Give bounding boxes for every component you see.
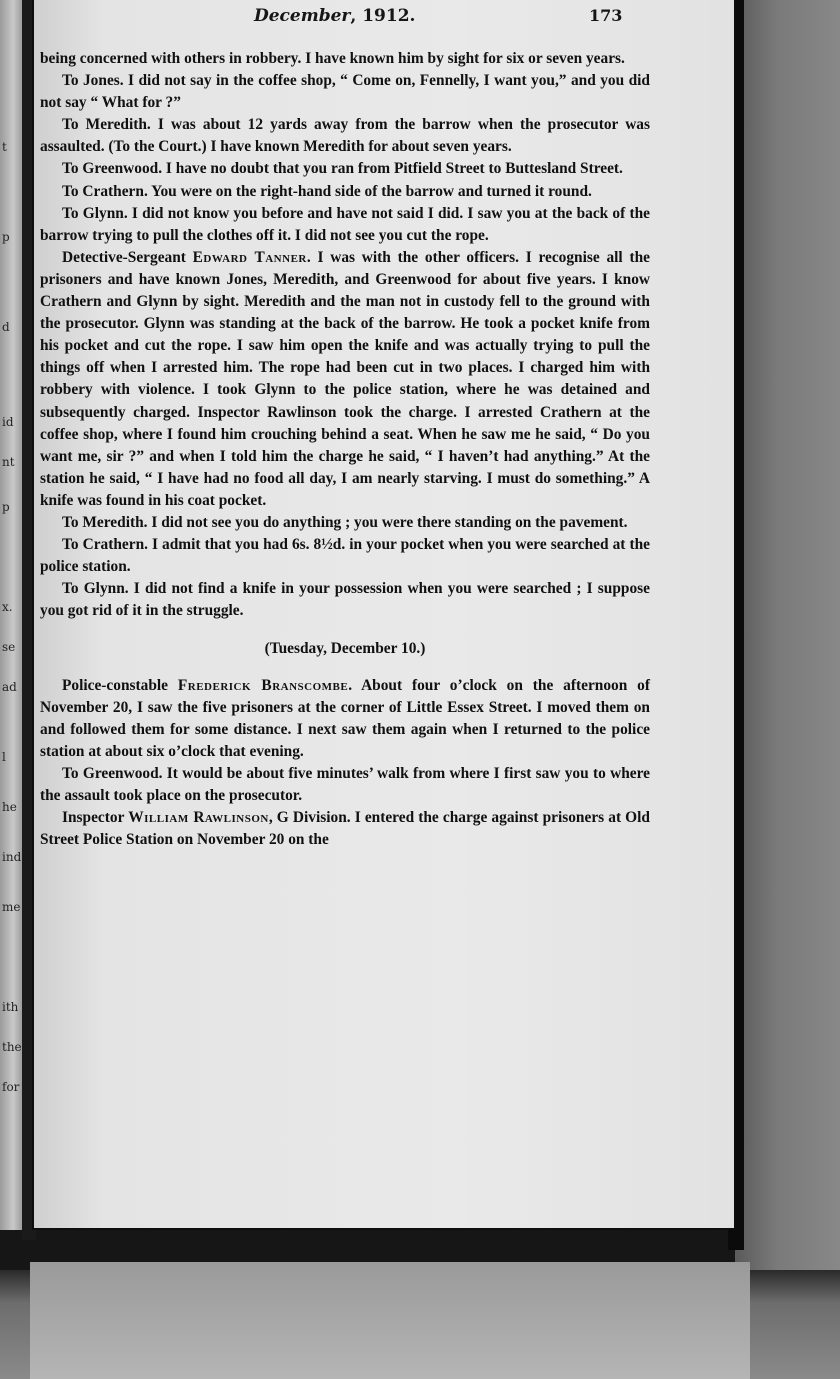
margin-fragment: me — [2, 900, 21, 914]
margin-fragment: p — [2, 230, 10, 244]
paragraph — [40, 534, 650, 578]
paragraph — [40, 158, 650, 180]
paragraph-text: To Jones. I did not say in the coffee shop, “ Come on, Fennelly, I want you,” and you did not say “ What for ?” — [40, 72, 650, 112]
paragraph-text: To Glynn. I did not find a knife in your possession when you were searched ; I suppose you got rid of it in the struggle. — [40, 580, 650, 620]
margin-fragment: d — [2, 320, 10, 334]
paragraph — [40, 675, 650, 763]
paragraph-text: being concerned with others in robbery. I have known him by sight for six or seven years. — [40, 50, 625, 67]
page-number: 173 — [589, 6, 623, 25]
paragraph-text: To Crathern. I admit that you had 6s. 8½d. in your pocket when you were searched at the police station. — [40, 536, 650, 576]
margin-fragment: ith — [2, 1000, 19, 1014]
margin-fragment: for — [2, 1080, 20, 1094]
paragraph — [40, 48, 650, 70]
witness-name: Frederick Branscombe — [177, 676, 349, 694]
paragraph-text: To Glynn. I did not know you before and have not said I did. I saw you at the back of the barrow trying to pull the clothes off it. I did not see you cut the rope. — [40, 204, 650, 244]
paragraph-text: Detective-Sergeant — [62, 248, 193, 266]
witness-name: William Rawlinson — [128, 809, 269, 827]
paragraph-text: To Greenwood. It would be about five minutes’ walk from where I first saw you to where the assault took place on the prosecutor. — [40, 764, 650, 804]
margin-fragment: the — [2, 1040, 22, 1054]
paragraph — [40, 763, 650, 807]
running-head — [254, 6, 415, 26]
margin-fragment: nt — [2, 455, 15, 469]
paragraph — [40, 203, 650, 247]
paragraph-text: To Meredith. I was about 12 yards away from the barrow when the prosecutor was assaulted. (To the Court.) I have known Meredith for about seven years. — [40, 116, 650, 156]
witness-name: Edward Tanner — [192, 248, 307, 266]
margin-fragment: he — [2, 800, 17, 814]
paragraph-text: . About four o’clock on the afternoon of November 20, I saw the five prisoners at the corner of Little Essex Street. I moved them on and followed them for some distance. I next saw them again when I returned to the police station at about six o’clock that evening. — [40, 676, 650, 760]
book-page — [34, 0, 734, 1228]
paragraph-text: To Meredith. I did not see you do anything ; you were there standing on the pavement. — [62, 513, 628, 531]
paragraph — [40, 70, 650, 114]
margin-fragment: x. — [2, 600, 13, 614]
dateline: (Tuesday, December 10.) — [264, 640, 426, 658]
paragraph-text: Police-constable — [62, 676, 178, 694]
margin-fragment: l — [2, 750, 6, 764]
testimony-section-1 — [40, 48, 650, 622]
previous-page-edge — [0, 0, 22, 1230]
paragraph-text: To Greenwood. I have no doubt that you ran from Pitfield Street to Buttesland Street. — [62, 160, 623, 178]
paragraph-text: To Crathern. You were on the right-hand side of the barrow and turned it round. — [62, 182, 592, 200]
paragraph — [40, 247, 650, 512]
background-surface — [735, 0, 840, 1379]
running-head-year: , 1912. — [350, 6, 416, 26]
running-head-month: December — [254, 6, 351, 26]
paragraph — [40, 512, 650, 534]
margin-fragment: se — [2, 640, 16, 654]
paragraph-text: Inspector — [62, 809, 129, 827]
paragraph — [40, 807, 650, 851]
paragraph — [40, 114, 650, 158]
testimony-section-2 — [40, 675, 650, 852]
margin-fragment: p — [2, 500, 10, 514]
paragraph — [40, 181, 650, 203]
underlying-page — [30, 1262, 750, 1379]
paragraph-text: . I was with the other officers. I recognise all the prisoners and have known Jones, Meredith, and Greenwood for about five years. I know Crathern and Glynn by sight. Meredith and the man not in custody fell to the ground with the prosecutor. Glynn was standing at the back of the barrow. He took a pocket knife from his pocket and cut the rope. I saw him open the knife and was actually trying to pull the things off when I arrested him. The rope had been cut in two places. I charged him with robbery with violence. I took Glynn to the police station, where he was detained and subsequently charged. Inspector Rawlinson took the charge. I arrested Crathern at the coffee shop, where I found him crouching behind a seat. When he saw me he said, “ Do you want me, sir ?” and when I told him the charge he said, “ I haven’t had anything.” At the station he said, “ I have had no food all day, I am nearly starving. I must do something.” A knife was found in his coat pocket. — [40, 248, 650, 509]
page-header — [34, 6, 734, 36]
paragraph-text: , G Division. I entered the charge against prisoners at Old Street Police Station on November 20 on the — [40, 809, 650, 849]
margin-fragment: ad — [2, 680, 17, 694]
margin-fragment: id — [2, 415, 14, 429]
paragraph — [40, 578, 650, 622]
margin-fragment: t — [2, 140, 7, 154]
margin-fragment: ind — [2, 850, 22, 864]
page-body — [40, 48, 650, 851]
